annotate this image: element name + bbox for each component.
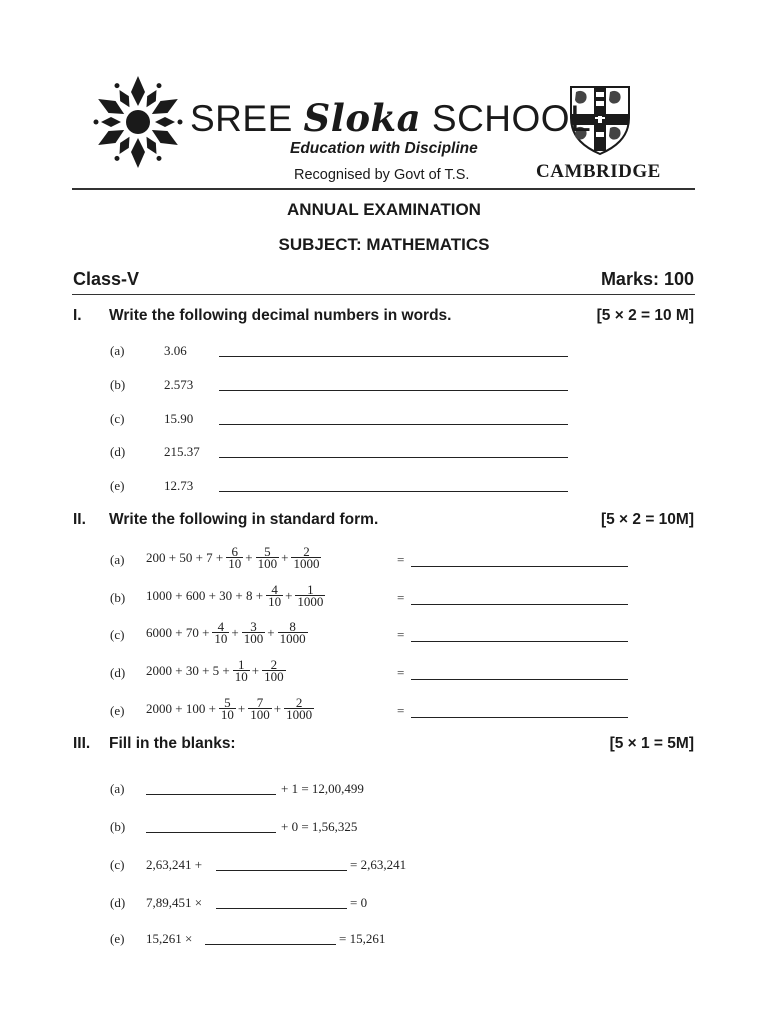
answer-line[interactable] (219, 491, 568, 492)
plus-sign: + (237, 700, 246, 716)
item-label: (d) (110, 665, 126, 680)
recognition-text: Recognised by Govt of T.S. (294, 167, 470, 183)
section1-instruction: Write the following decimal numbers in words. (109, 307, 452, 324)
fraction (212, 621, 229, 644)
item-label: (b) (110, 377, 126, 392)
decimal-value: 15.90 (164, 411, 194, 426)
item-label: (c) (110, 857, 125, 872)
fraction (219, 697, 236, 720)
denominator: 1000 (297, 594, 324, 609)
denominator: 100 (257, 556, 278, 571)
section2-marks: [5 × 2 = 10M] (600, 511, 694, 528)
header-divider (72, 188, 695, 190)
expression-after: + 0 = 1,56,325 (281, 819, 358, 834)
fraction (284, 697, 314, 720)
plus-sign: + (251, 662, 260, 678)
denominator: 10 (268, 594, 282, 609)
expression-before: 2,63,241 + (146, 857, 203, 872)
item-label: (d) (110, 444, 126, 459)
school-logo-icon (86, 72, 190, 172)
denominator: 100 (264, 669, 284, 684)
item-label: (b) (110, 819, 126, 834)
answer-line[interactable] (411, 679, 628, 680)
blank-line[interactable] (146, 794, 276, 795)
item-label: (a) (110, 552, 125, 567)
denominator: 10 (234, 669, 248, 684)
school-name (190, 96, 591, 140)
answer-line[interactable] (219, 457, 568, 458)
school-motto: Education with Discipline (290, 140, 478, 157)
item-label: (a) (110, 343, 125, 358)
item-label: (e) (110, 478, 125, 493)
expanded-form (146, 546, 323, 569)
denominator: 1000 (279, 631, 306, 646)
whole-part: 6000 + 70 + (146, 624, 210, 640)
answer-line[interactable] (219, 356, 568, 357)
fraction (248, 697, 272, 720)
fraction (266, 584, 283, 607)
expression-before: 7,89,451 × (146, 895, 203, 910)
title-divider (72, 294, 695, 295)
item-label: (e) (110, 703, 125, 718)
numerator: 8 (289, 619, 296, 634)
expanded-form (146, 584, 327, 607)
item-label: (b) (110, 590, 126, 605)
expanded-form (146, 659, 288, 682)
plus-sign: + (285, 587, 293, 603)
denominator: 100 (243, 631, 264, 646)
exam-title: ANNUAL EXAMINATION (287, 200, 481, 219)
decimal-value: 12.73 (164, 478, 194, 493)
equals-sign: = (397, 627, 405, 642)
numerator: 5 (264, 544, 271, 559)
class-label: Class-V (73, 269, 140, 289)
fraction (242, 621, 266, 644)
answer-line[interactable] (219, 424, 568, 425)
item-label: (e) (110, 931, 125, 946)
fraction (256, 546, 280, 569)
item-label: (a) (110, 781, 125, 796)
fraction (226, 546, 243, 569)
item-label: (c) (110, 411, 125, 426)
answer-line[interactable] (411, 717, 628, 718)
fraction (278, 621, 308, 644)
blank-line[interactable] (146, 832, 276, 833)
answer-line[interactable] (411, 566, 628, 567)
fraction (291, 546, 321, 569)
total-marks: Marks: 100 (600, 269, 694, 289)
fraction (262, 659, 286, 682)
expression-before: 15,261 × (146, 931, 193, 946)
expression-after: + 1 = 12,00,499 (281, 781, 364, 796)
school-name-part3: SCHOOL (431, 98, 592, 139)
whole-part: 200 + 50 + 7 + (146, 549, 224, 565)
section3-number: III. (73, 735, 91, 752)
numerator: 6 (231, 544, 238, 559)
equals-sign: = (397, 552, 405, 567)
denominator: 10 (220, 707, 234, 722)
expression-after: = 0 (350, 895, 368, 910)
expression-after: = 15,261 (339, 931, 386, 946)
whole-part: 1000 + 600 + 30 + 8 + (146, 587, 264, 603)
numerator: 4 (217, 619, 225, 634)
plus-sign: + (281, 549, 289, 565)
plus-sign: + (245, 549, 253, 565)
blank-line[interactable] (216, 908, 347, 909)
plus-sign: + (267, 624, 275, 640)
section1-marks: [5 × 2 = 10 M] (596, 307, 694, 324)
item-label: (d) (110, 895, 126, 910)
answer-line[interactable] (411, 641, 628, 642)
denominator: 10 (228, 556, 242, 571)
equals-sign: = (397, 665, 405, 680)
numerator: 5 (224, 695, 231, 710)
equals-sign: = (397, 590, 405, 605)
expanded-form (146, 621, 310, 644)
answer-line[interactable] (219, 390, 568, 391)
denominator: 10 (214, 631, 228, 646)
denominator: 1000 (293, 556, 320, 571)
blank-line[interactable] (216, 870, 347, 871)
denominator: 100 (250, 707, 270, 722)
item-label: (c) (110, 627, 125, 642)
board-name: CAMBRIDGE (536, 161, 661, 182)
section1-number: I. (73, 307, 82, 324)
whole-part: 2000 + 30 + 5 + (146, 662, 230, 678)
expression-after: = 2,63,241 (350, 857, 407, 872)
numerator: 2 (295, 695, 303, 710)
numerator: 1 (238, 657, 245, 672)
plus-sign: + (231, 624, 239, 640)
answer-line[interactable] (411, 604, 628, 605)
equals-sign: = (397, 703, 405, 718)
section3-instruction: Fill in the blanks: (109, 735, 236, 752)
numerator: 2 (303, 544, 310, 559)
section2-instruction: Write the following in standard form. (109, 511, 379, 528)
numerator: 2 (270, 657, 278, 672)
denominator: 1000 (286, 707, 313, 722)
decimal-value: 215.37 (164, 444, 200, 459)
whole-part: 2000 + 100 + (146, 700, 216, 716)
fraction (295, 584, 325, 607)
decimal-value: 3.06 (164, 343, 187, 358)
exam-subject: SUBJECT: MATHEMATICS (278, 235, 490, 254)
blank-line[interactable] (205, 944, 336, 945)
section2-number: II. (73, 511, 86, 528)
numerator: 1 (307, 582, 314, 597)
numerator: 7 (256, 695, 264, 710)
section3-marks: [5 × 1 = 5M] (609, 735, 694, 752)
plus-sign: + (273, 700, 282, 716)
fraction (233, 659, 250, 682)
school-name-part1: SREE (190, 98, 293, 139)
decimal-value: 2.573 (164, 377, 194, 392)
school-name-part2: Sloka (303, 96, 422, 140)
expanded-form (146, 697, 316, 720)
numerator: 3 (250, 619, 257, 634)
numerator: 4 (271, 582, 278, 597)
